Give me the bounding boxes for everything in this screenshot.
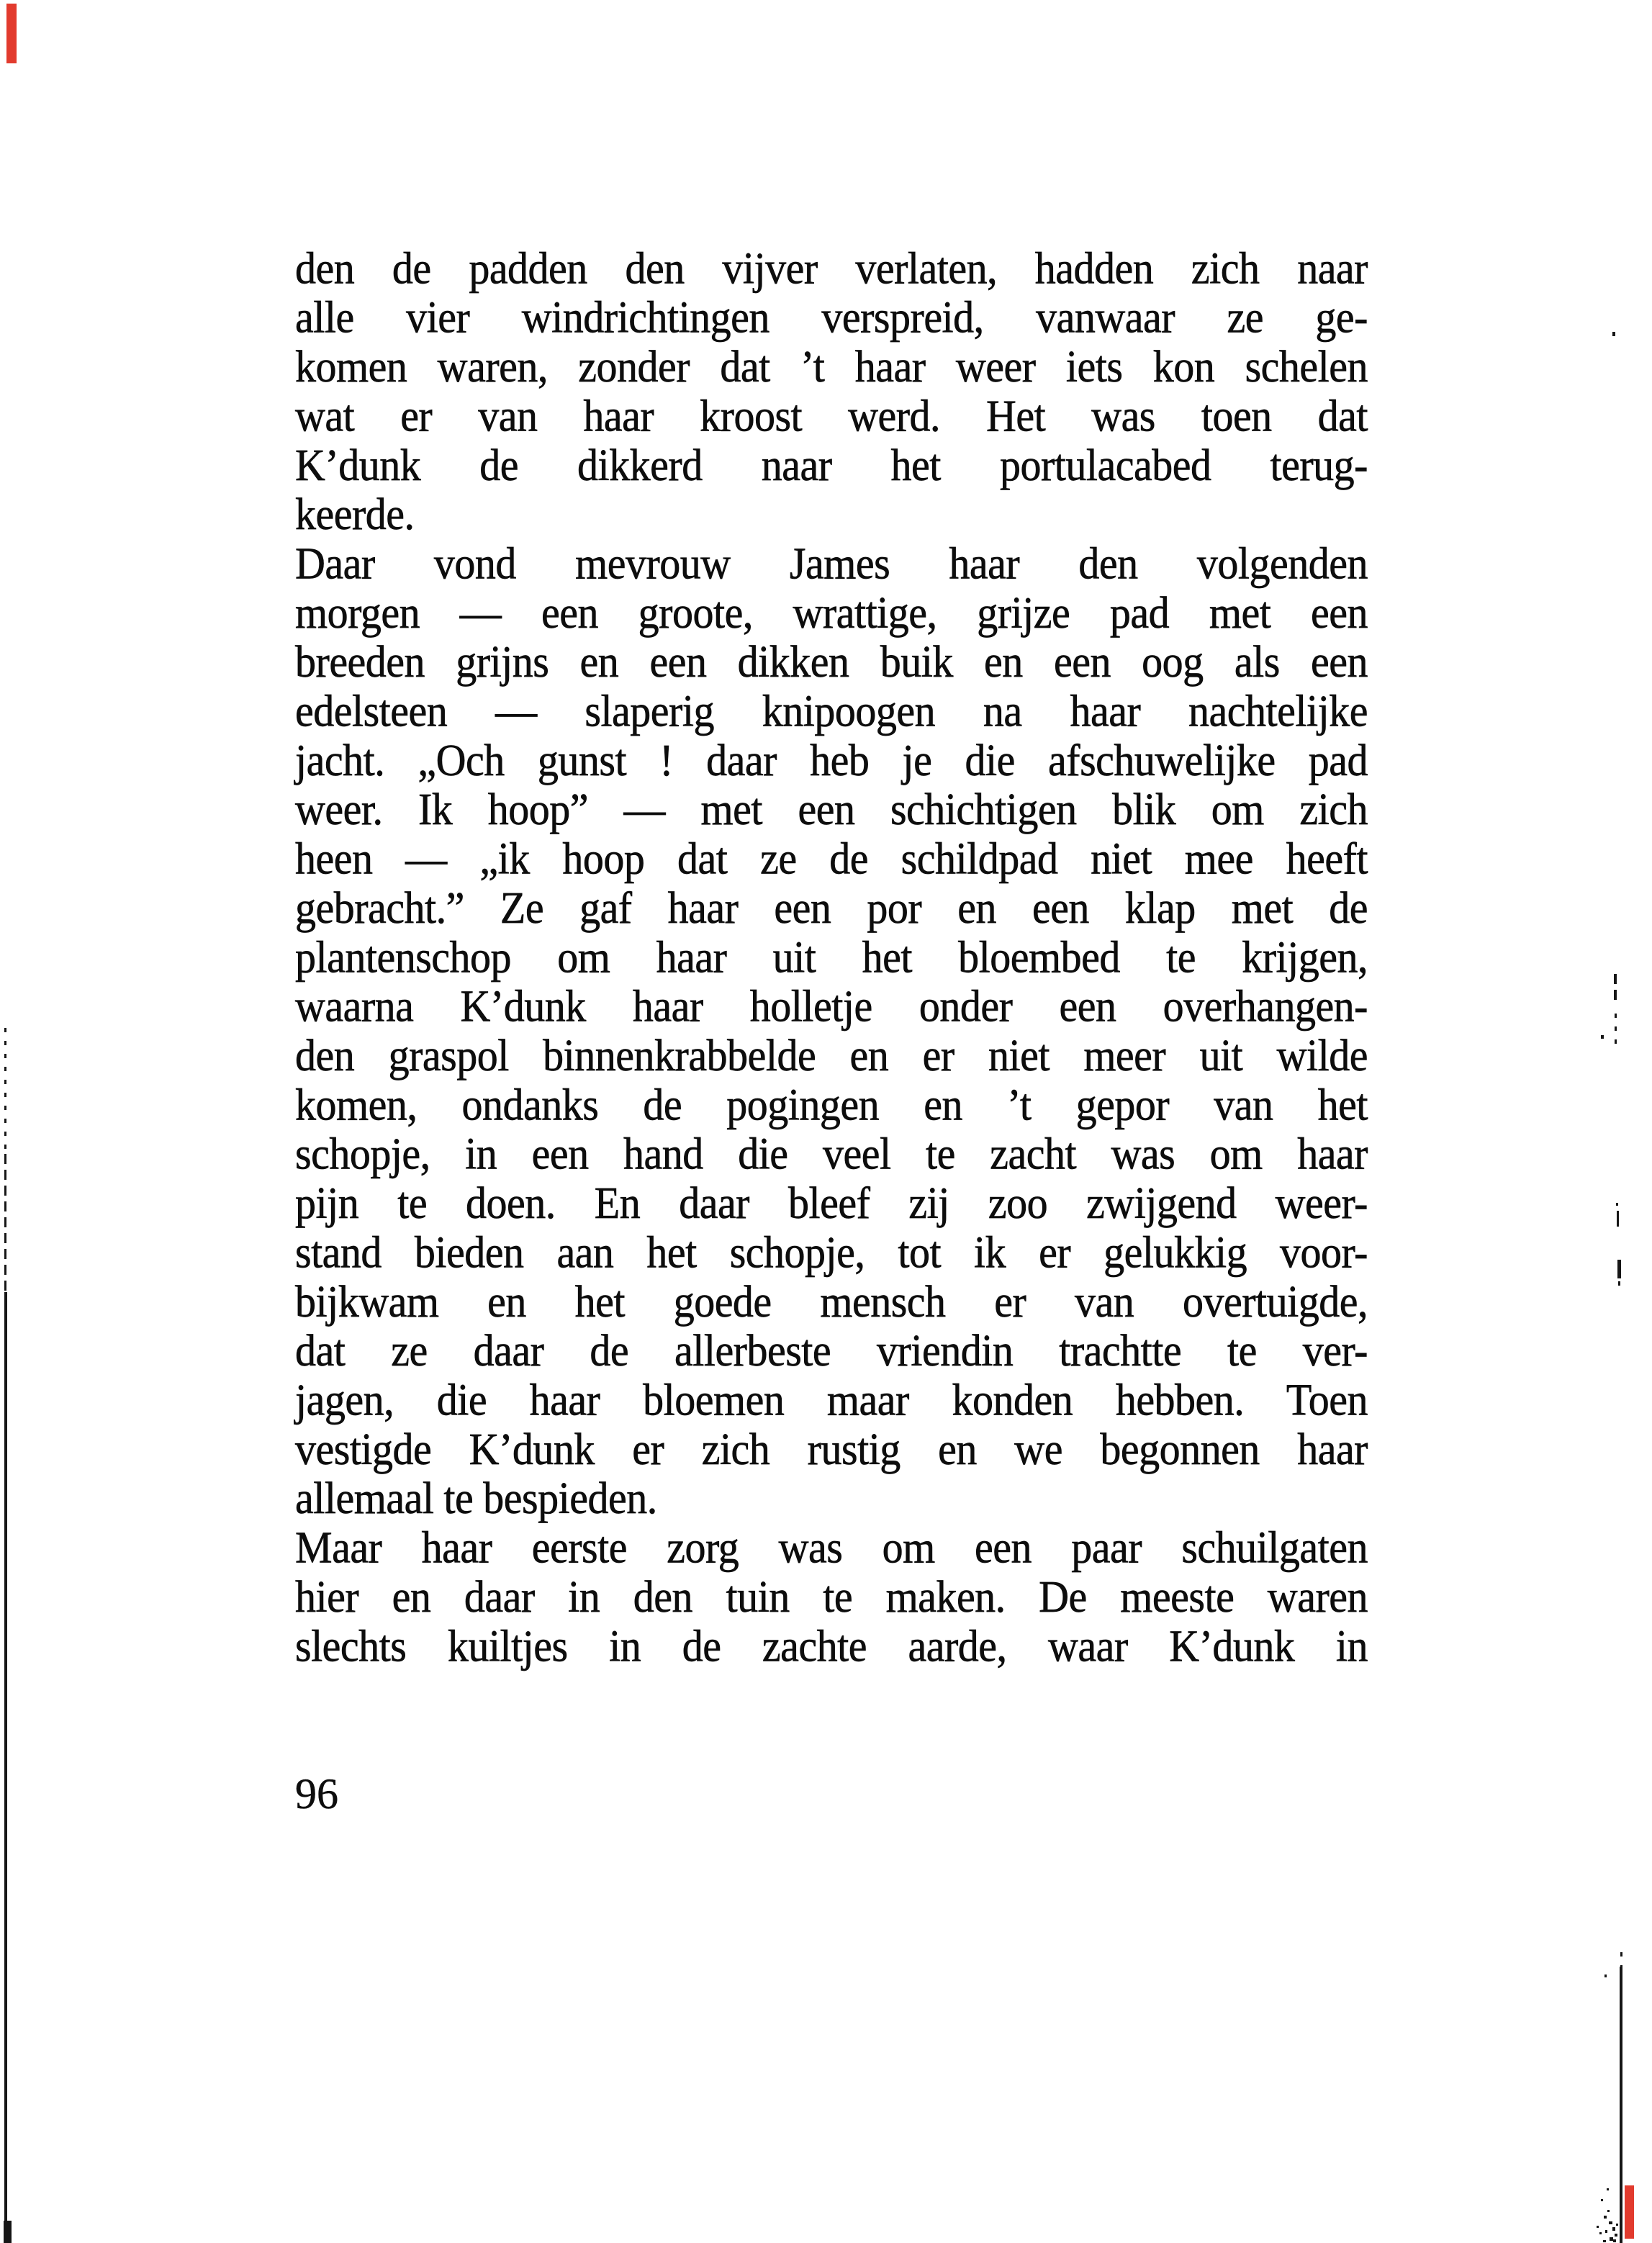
text-line: Daar vond mevrouw James haar den volgenden <box>295 538 1368 589</box>
scan-artifact-right-edge-dots-f <box>1620 1952 1622 1967</box>
text-line: schopje, in een hand die veel te zacht was om haar <box>295 1128 1368 1179</box>
scan-artifact-left-edge-dashed-line <box>4 1154 6 1292</box>
scan-artifact-speckle <box>1607 2188 1609 2190</box>
scan-artifact-speckle <box>1612 2227 1615 2231</box>
scan-artifact-right-edge-dot-a <box>1612 332 1615 336</box>
scan-artifact-left-edge-dotted-line <box>4 1028 6 1154</box>
text-line: waarna K’dunk haar holletje onder een overhangen- <box>295 980 1368 1032</box>
red-mark-bottom-right <box>1625 2185 1634 2239</box>
text-line: wat er van haar kroost werd. Het was toen dat <box>295 389 1368 441</box>
scan-artifact-speckle <box>1605 2230 1607 2233</box>
text-line: stand bieden aan het schopje, tot ik er gelukkig voor- <box>295 1227 1368 1278</box>
text-line: hier en daar in den tuin te maken. De meeste waren <box>295 1571 1368 1623</box>
text-line: dat ze daar de allerbeste vriendin trachtte te ver- <box>295 1324 1368 1376</box>
scan-artifact-right-edge-dots-e <box>1618 1281 1620 1291</box>
scan-artifact-speckle <box>1599 2232 1602 2234</box>
text-line: komen waren, zonder dat ’t haar weer iets kon schelen <box>295 340 1368 392</box>
scan-artifact-left-edge-solid-line <box>4 1292 7 2243</box>
text-line: pijn te doen. En daar bleef zij zoo zwijgend weer- <box>295 1177 1368 1229</box>
red-mark-top-left <box>6 4 17 63</box>
text-line: bijkwam en het goede mensch er van overtuigde, <box>295 1276 1368 1327</box>
text-line: weer. Ik hoop” — met een schichtigen blik om zich <box>295 783 1368 835</box>
scan-artifact-speckle <box>1607 2210 1610 2212</box>
scan-artifact-left-edge-bottom-blob <box>4 2221 12 2243</box>
text-line: slechts kuiltjes in de zachte aarde, waar K’dunk in <box>295 1620 1368 1671</box>
scan-artifact-speckle <box>1604 2216 1607 2219</box>
page-number: 96 <box>295 1770 338 1818</box>
scan-artifact-speckle <box>1597 2226 1599 2228</box>
scan-artifact-right-edge-line-bottom <box>1620 1967 1622 2243</box>
scan-artifact-right-edge-dot-c <box>1601 1035 1604 1039</box>
text-line: morgen — een groote, wrattige, grijze pad met een <box>295 587 1368 638</box>
text-line: gebracht.” Ze gaf haar een por en een klap met de <box>295 882 1368 934</box>
text-line: jacht. „Och gunst ! daar heb je die afschuwelijke pad <box>295 734 1368 785</box>
text-line: jagen, die haar bloemen maar konden hebben. Toen <box>295 1374 1368 1425</box>
scan-artifact-right-edge-dash-group-a <box>1614 974 1617 1003</box>
text-line: keerde. <box>295 488 415 540</box>
scan-artifact-speckle <box>1616 2224 1618 2226</box>
scan-artifact-right-edge-dot-g <box>1604 1975 1607 1977</box>
text-line: komen, ondanks de pogingen en ’t gepor van het <box>295 1078 1368 1130</box>
scan-artifact-right-edge-mark-b <box>1617 1260 1621 1278</box>
text-line: Maar haar eerste zorg was om een paar schuilgaten <box>295 1522 1368 1573</box>
text-line: K’dunk de dikkerd naar het portulacabed terug- <box>295 439 1368 490</box>
text-line: vestigde K’dunk er zich rustig en we begonnen haar <box>295 1423 1368 1474</box>
text-line: alle vier windrichtingen verspreid, vanwaar ze ge- <box>295 292 1368 343</box>
scan-artifact-right-edge-dots-b <box>1615 1014 1617 1050</box>
scan-artifact-speckle <box>1603 2240 1606 2242</box>
scan-artifact-speckle <box>1609 2221 1612 2224</box>
scan-artifact-speckle <box>1613 2239 1616 2242</box>
text-line: plantenschop om haar uit het bloembed te krijgen, <box>295 931 1368 983</box>
text-line: den de padden den vijver verlaten, hadden zich naar <box>295 242 1368 294</box>
text-block <box>295 243 1368 1670</box>
scan-artifact-right-edge-line-a <box>1617 1211 1619 1227</box>
text-line: heen — „ik hoop dat ze de schildpad niet mee heeft <box>295 833 1368 884</box>
text-line: allemaal te bespieden. <box>295 1472 657 1524</box>
text-line: breeden grijns en een dikken buik en een oog als een <box>295 636 1368 687</box>
text-line: den graspol binnenkrabbelde en er niet meer uit wilde <box>295 1029 1368 1081</box>
scan-artifact-speckle <box>1615 2234 1617 2237</box>
scan-artifact-speckle <box>1601 2199 1603 2201</box>
text-line: edelsteen — slaperig knipoogen na haar nachtelijke <box>295 685 1368 736</box>
scan-artifact-right-edge-dot-d <box>1616 1203 1618 1206</box>
